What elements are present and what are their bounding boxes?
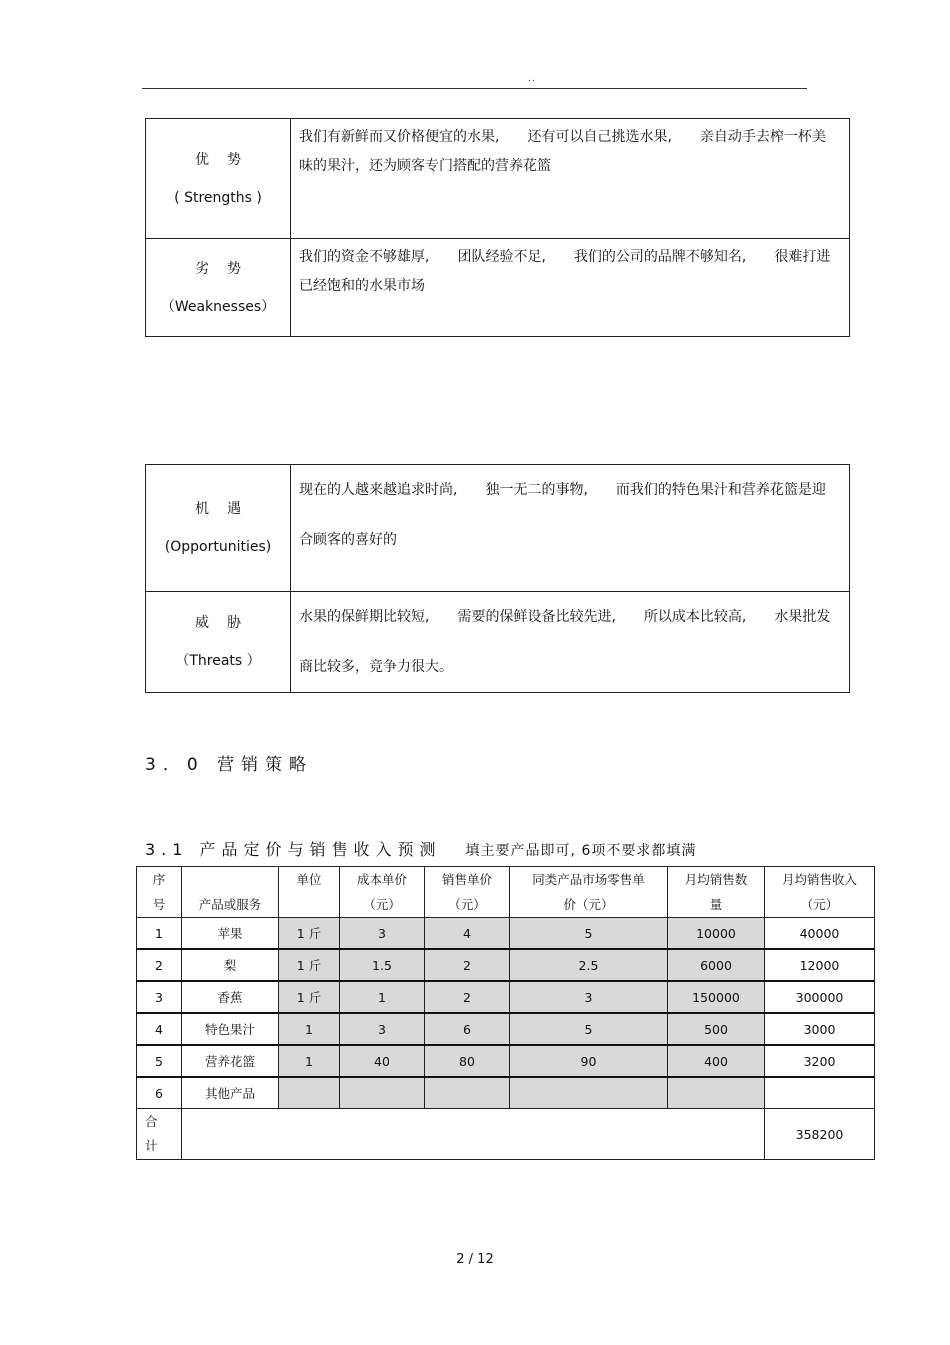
cell-market-price: 90 bbox=[510, 1045, 668, 1077]
cell-unit: 1 斤 bbox=[279, 918, 340, 950]
cell-volume bbox=[668, 1077, 765, 1109]
header-cell: 销售单价 （元） bbox=[425, 867, 510, 918]
cell-unit: 1 斤 bbox=[279, 981, 340, 1013]
swot-table-opportunities-threats bbox=[145, 464, 850, 693]
swot-row-strengths bbox=[146, 119, 850, 239]
cell-index: 3 bbox=[137, 981, 182, 1013]
text-segment: 独一无二的事物, bbox=[485, 482, 588, 498]
page-number: 2 / 12 bbox=[456, 1252, 494, 1267]
swot-row-weaknesses bbox=[146, 239, 850, 337]
text-segment: 需要的保鲜设备比较先进, bbox=[457, 609, 616, 625]
swot-label-en: （Weaknesses） bbox=[160, 298, 276, 315]
cell-volume: 400 bbox=[668, 1045, 765, 1077]
cell-price: 2 bbox=[425, 949, 510, 981]
swot-row-threats bbox=[146, 592, 850, 693]
cell-index: 4 bbox=[137, 1013, 182, 1045]
cell-product: 梨 bbox=[182, 949, 279, 981]
swot-label-weaknesses bbox=[146, 239, 291, 337]
swot-table-strengths-weaknesses bbox=[145, 118, 850, 337]
header-cell: 同类产品市场零售单 价（元） bbox=[510, 867, 668, 918]
cell-market-price: 5 bbox=[510, 1013, 668, 1045]
cell-volume: 150000 bbox=[668, 981, 765, 1013]
cell-price bbox=[425, 1077, 510, 1109]
cell-cost: 3 bbox=[340, 918, 425, 950]
cell-revenue: 40000 bbox=[765, 918, 875, 950]
swot-row-opportunities bbox=[146, 465, 850, 592]
section-heading: 3．0 营销策略 bbox=[145, 755, 314, 775]
cell-volume: 6000 bbox=[668, 949, 765, 981]
swot-label-cn: 优势 bbox=[195, 151, 259, 168]
subsection-note: 填主要产品即可, 6项不要求都填满 bbox=[465, 843, 697, 859]
swot-text-strengths bbox=[291, 119, 850, 239]
cell-cost bbox=[340, 1077, 425, 1109]
cell-unit bbox=[279, 1077, 340, 1109]
cell-index: 1 bbox=[137, 918, 182, 950]
swot-label-opportunities bbox=[146, 465, 291, 592]
cell-price: 6 bbox=[425, 1013, 510, 1045]
cell-unit: 1 bbox=[279, 1013, 340, 1045]
cell-revenue: 3000 bbox=[765, 1013, 875, 1045]
cell-product: 香蕉 bbox=[182, 981, 279, 1013]
text-segment: 而我们的特色果汁和营养花篮是迎合顾客的喜好的 bbox=[299, 482, 826, 548]
table-row bbox=[137, 1013, 875, 1045]
text-segment: 还有可以自己挑选水果, bbox=[527, 129, 672, 145]
text-segment: 所以成本比较高, bbox=[643, 609, 747, 625]
cell-cost: 1.5 bbox=[340, 949, 425, 981]
cell-index: 6 bbox=[137, 1077, 182, 1109]
cell-revenue bbox=[765, 1077, 875, 1109]
text-segment: 我们的公司的品牌不够知名, bbox=[573, 249, 747, 265]
cell-product: 特色果汁 bbox=[182, 1013, 279, 1045]
table-total-row bbox=[137, 1109, 875, 1160]
pricing-table bbox=[136, 866, 875, 1160]
cell-price: 4 bbox=[425, 918, 510, 950]
cell-revenue: 300000 bbox=[765, 981, 875, 1013]
cell-cost: 3 bbox=[340, 1013, 425, 1045]
cell-price: 80 bbox=[425, 1045, 510, 1077]
swot-text-weaknesses bbox=[291, 239, 850, 337]
subsection-heading bbox=[145, 837, 696, 860]
swot-label-en: （Threats ） bbox=[175, 653, 261, 669]
text-segment: 水果批发商比较多，竞争力很大。 bbox=[299, 609, 831, 675]
cell-product: 苹果 bbox=[182, 918, 279, 950]
cell-revenue: 3200 bbox=[765, 1045, 875, 1077]
swot-label-strengths bbox=[146, 119, 291, 239]
table-row bbox=[137, 1077, 875, 1109]
swot-label-en: ( Strengths ) bbox=[174, 189, 262, 206]
header-cell: 序 号 bbox=[137, 867, 182, 918]
table-row bbox=[137, 1045, 875, 1077]
header-cell: 产品或服务 bbox=[182, 867, 279, 918]
swot-label-cn: 机遇 bbox=[195, 501, 259, 517]
cell-cost: 40 bbox=[340, 1045, 425, 1077]
cell-index: 2 bbox=[137, 949, 182, 981]
text-segment: 现在的人越来越追求时尚, bbox=[299, 482, 458, 498]
total-label: 合 计 bbox=[137, 1109, 182, 1160]
cell-product: 营养花篮 bbox=[182, 1045, 279, 1077]
header-cell: 月均销售收入 （元） bbox=[765, 867, 875, 918]
cell-unit: 1 斤 bbox=[279, 949, 340, 981]
header-cell: 单位 bbox=[279, 867, 340, 918]
cell-product: 其他产品 bbox=[182, 1077, 279, 1109]
header-rule bbox=[142, 88, 807, 89]
swot-text-threats bbox=[291, 592, 850, 693]
text-segment: 团队经验不足, bbox=[457, 249, 546, 265]
cell-market-price: 3 bbox=[510, 981, 668, 1013]
table-row bbox=[137, 981, 875, 1013]
cell-market-price: 5 bbox=[510, 918, 668, 950]
header-cell: 月均销售数 量 bbox=[668, 867, 765, 918]
swot-label-cn: 威胁 bbox=[195, 615, 259, 631]
swot-label-en: (Opportunities) bbox=[164, 539, 272, 555]
cell-index: 5 bbox=[137, 1045, 182, 1077]
cell-market-price bbox=[510, 1077, 668, 1109]
cell-revenue: 12000 bbox=[765, 949, 875, 981]
table-row bbox=[137, 949, 875, 981]
table-header-row bbox=[137, 867, 875, 918]
text-segment: 很难打进已经饱和的水果市场 bbox=[299, 249, 831, 294]
cell-volume: 10000 bbox=[668, 918, 765, 950]
header-cell: 成本单价 （元） bbox=[340, 867, 425, 918]
cell-market-price: 2.5 bbox=[510, 949, 668, 981]
text-segment: 我们有新鲜而又价格便宜的水果, bbox=[299, 129, 500, 145]
cell-volume: 500 bbox=[668, 1013, 765, 1045]
text-segment: 亲自动手去榨一杯美味的果汁，还为顾客专门搭配的营养花篮 bbox=[299, 129, 826, 174]
swot-label-cn: 劣势 bbox=[195, 260, 259, 277]
subsection-title: 3.1 产品定价与销售收入预测 bbox=[145, 840, 442, 859]
text-segment: 水果的保鲜期比较短, bbox=[299, 609, 430, 625]
swot-text-opportunities bbox=[291, 465, 850, 592]
text-segment: 我们的资金不够雄厚, bbox=[299, 249, 430, 265]
swot-label-threats bbox=[146, 592, 291, 693]
cell-cost: 1 bbox=[340, 981, 425, 1013]
cell-unit: 1 bbox=[279, 1045, 340, 1077]
table-row bbox=[137, 918, 875, 950]
header-mark: .. bbox=[528, 74, 536, 84]
total-empty-cell bbox=[182, 1109, 765, 1160]
cell-price: 2 bbox=[425, 981, 510, 1013]
total-value: 358200 bbox=[765, 1109, 875, 1160]
